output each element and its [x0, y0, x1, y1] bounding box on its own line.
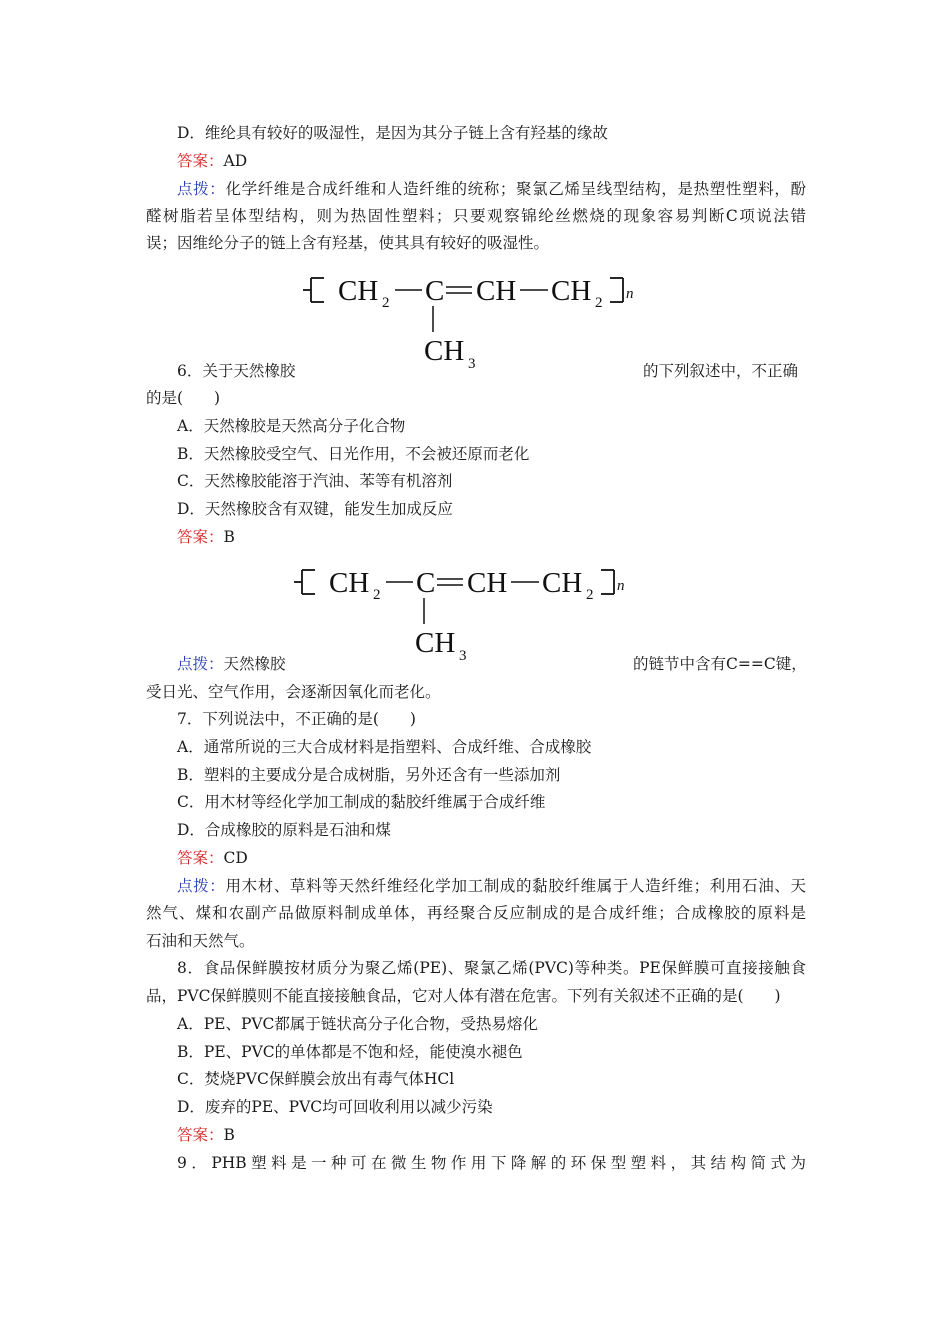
q5-note-line-1: [177, 179, 806, 199]
q5-note-line-2: 醛树脂若呈体型结构，则为热固性塑料；只要观察锦纶丝燃烧的现象容易判断C项说法错: [146, 207, 806, 225]
ch2-right: CH: [551, 275, 592, 307]
note-label: 点拨：: [177, 655, 224, 673]
ch3-group: CH: [415, 627, 456, 659]
ch2-right-subscript: 2: [595, 295, 603, 311]
ch3-group: CH: [424, 335, 465, 367]
q6-option-b: B．天然橡胶受空气、日光作用，不会被还原而老化: [177, 445, 530, 463]
ch2-left-subscript: 2: [382, 295, 390, 311]
ch3-subscript: 3: [468, 356, 476, 372]
q6-note-a: [177, 654, 286, 674]
ch-group: CH: [467, 567, 508, 599]
q8-stem-line-1: 8．食品保鲜膜按材质分为聚乙烯(PE)、聚氯乙烯(PVC)等种类。PE保鲜膜可直接接触食: [177, 959, 806, 977]
ch2-left-subscript: 2: [373, 587, 381, 603]
q8-option-d: D．废弃的PE、PVC均可回收利用以减少污染: [177, 1098, 493, 1116]
c-atom: C: [416, 567, 436, 599]
q7-option-c: C．用木材等经化学加工制成的黏胶纤维属于合成纤维: [177, 793, 546, 811]
q5-answer: [177, 151, 247, 171]
ch-group: CH: [476, 275, 517, 307]
answer-value: AD: [223, 152, 248, 170]
answer-value: B: [223, 1126, 235, 1144]
rubber-formula-svg: [291, 558, 641, 670]
q8-option-a: A．PE、PVC都属于链状高分子化合物，受热易熔化: [177, 1015, 538, 1033]
rubber-formula-2: [291, 558, 641, 674]
note-label: 点拨：: [177, 180, 226, 198]
q8-option-b: B．PE、PVC的单体都是不饱和烃，能使溴水褪色: [177, 1043, 523, 1061]
q7-answer: [177, 848, 248, 868]
rubber-formula-1: [300, 266, 650, 382]
q8-stem-line-2: 品，PVC保鲜膜则不能直接接触食品，它对人体有潜在危害。下列有关叙述不正确的是( ): [146, 987, 781, 1005]
ch2-right: CH: [542, 567, 583, 599]
q8-answer: [177, 1125, 235, 1145]
q7-note-line-2: 然气、煤和农副产品做原料制成单体，再经聚合反应制成的是合成纤维；合成橡胶的原料是: [146, 904, 806, 922]
q7-option-a: A．通常所说的三大合成材料是指塑料、合成纤维、合成橡胶: [177, 738, 592, 756]
q6-note-b: 的链节中含有C==C键，: [633, 655, 807, 673]
rubber-formula-svg: [300, 266, 650, 378]
ch3-subscript: 3: [459, 648, 467, 664]
answer-label: 答案：: [177, 1126, 224, 1144]
answer-value: B: [223, 528, 235, 546]
note-text: 化学纤维是合成纤维和人造纤维的统称；聚氯乙烯呈线型结构，是热塑性塑料，酚: [225, 180, 806, 198]
q6-stem-c: 的是( ): [146, 389, 221, 407]
q5-option-d: D．维纶具有较好的吸湿性，是因为其分子链上含有羟基的缘故: [177, 124, 608, 142]
q6-stem-b: 的下列叙述中，不正确: [643, 362, 799, 380]
answer-label: 答案：: [177, 528, 224, 546]
ch2-left: CH: [329, 567, 370, 599]
q6-note-c: 受日光、空气作用，会逐渐因氧化而老化。: [146, 683, 441, 701]
q7-note-line-1: [177, 876, 806, 896]
q7-note-line-3: 石油和天然气。: [146, 932, 255, 950]
q6-option-c: C．天然橡胶能溶于汽油、苯等有机溶剂: [177, 472, 453, 490]
q7-option-d: D．合成橡胶的原料是石油和煤: [177, 821, 391, 839]
note-text: 用木材、草料等天然纤维经化学加工制成的黏胶纤维属于人造纤维；利用石油、天: [225, 877, 806, 895]
repeat-n: n: [617, 578, 625, 594]
note-text: 天然橡胶: [223, 655, 286, 673]
q7-option-b: B．塑料的主要成分是合成树脂，另外还含有一些添加剂: [177, 766, 561, 784]
q5-note-line-3: 误；因维纶分子的链上含有羟基，使其具有较好的吸湿性。: [146, 234, 550, 252]
repeat-n: n: [626, 286, 634, 302]
q8-option-c: C．焚烧PVC保鲜膜会放出有毒气体HCl: [177, 1070, 455, 1088]
q6-option-a: A．天然橡胶是天然高分子化合物: [177, 417, 406, 435]
answer-value: CD: [223, 849, 248, 867]
answer-label: 答案：: [177, 152, 224, 170]
answer-label: 答案：: [177, 849, 224, 867]
note-label: 点拨：: [177, 877, 226, 895]
q7-stem: 7．下列说法中，不正确的是( ): [177, 710, 416, 728]
q6-answer: [177, 527, 235, 547]
c-atom: C: [425, 275, 445, 307]
q6-option-d: D．天然橡胶含有双键，能发生加成反应: [177, 500, 453, 518]
q9-stem-line-1: 9．PHB塑料是一种可在微生物作用下降解的环保型塑料，其结构简式为: [177, 1154, 806, 1172]
ch2-left: CH: [338, 275, 379, 307]
q6-stem-a: 6．关于天然橡胶: [177, 362, 296, 380]
ch2-right-subscript: 2: [586, 587, 594, 603]
